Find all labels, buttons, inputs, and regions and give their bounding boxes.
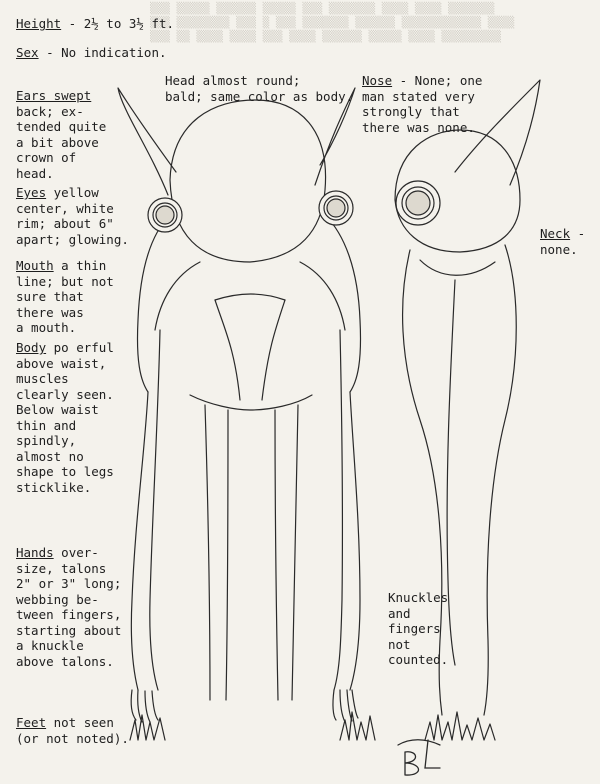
note-knuckles: Knuckles and fingers not counted. [388,590,449,667]
note-head: Head almost round; bald; same color as body. [165,73,354,104]
note-feet: Feet not seen (or not noted). [16,715,129,746]
note-nose: Nose - None; one man stated very strongly that there was none. [362,73,483,135]
note-mouth: Mouth a thin line; but not sure that there was a mouth. [16,258,114,335]
note-body: Body po erful above waist, muscles clearly seen. Below waist thin and spindly, almost no shape to legs sticklike. [16,340,114,495]
note-eyes: Eyes yellow center, white rim; about 6" apart; glowing. [16,185,129,247]
bleed-through-text: ▒▒▒ ▒▒▒▒▒ ▒▒▒▒▒▒ ▒▒▒▒▒ ▒▒▒ ▒▒▒▒▒▒▒ ▒▒▒▒ ▒▒▒▒ ▒▒▒▒▒▒▒ ▒▒▒ ▒▒▒▒▒▒▒▒ ▒▒▒ ▒ ▒▒▒ ▒▒▒▒▒▒▒ ▒▒▒▒▒▒ ▒▒▒▒▒▒▒▒▒▒▒▒ ▒▒▒▒ ▒▒▒ ▒▒ ▒▒▒▒ ▒▒▒▒ ▒▒▒ ▒▒▒▒ ▒▒▒▒▒▒ ▒▒▒▒▒ ▒▒▒▒ ▒▒▒▒▒▒▒▒▒ [150,2,515,43]
note-neck: Neck - none. [540,226,586,257]
note-ears: Ears swept back; ex- tended quite a bit above crown of head. [16,88,107,181]
note-height: Height - 2½ to 3½ ft. [16,16,175,31]
note-sex: Sex - No indication. [16,45,167,60]
note-hands: Hands over- size, talons 2" or 3" long; webbing be- tween fingers, starting about a knuckle above talons. [16,545,122,669]
